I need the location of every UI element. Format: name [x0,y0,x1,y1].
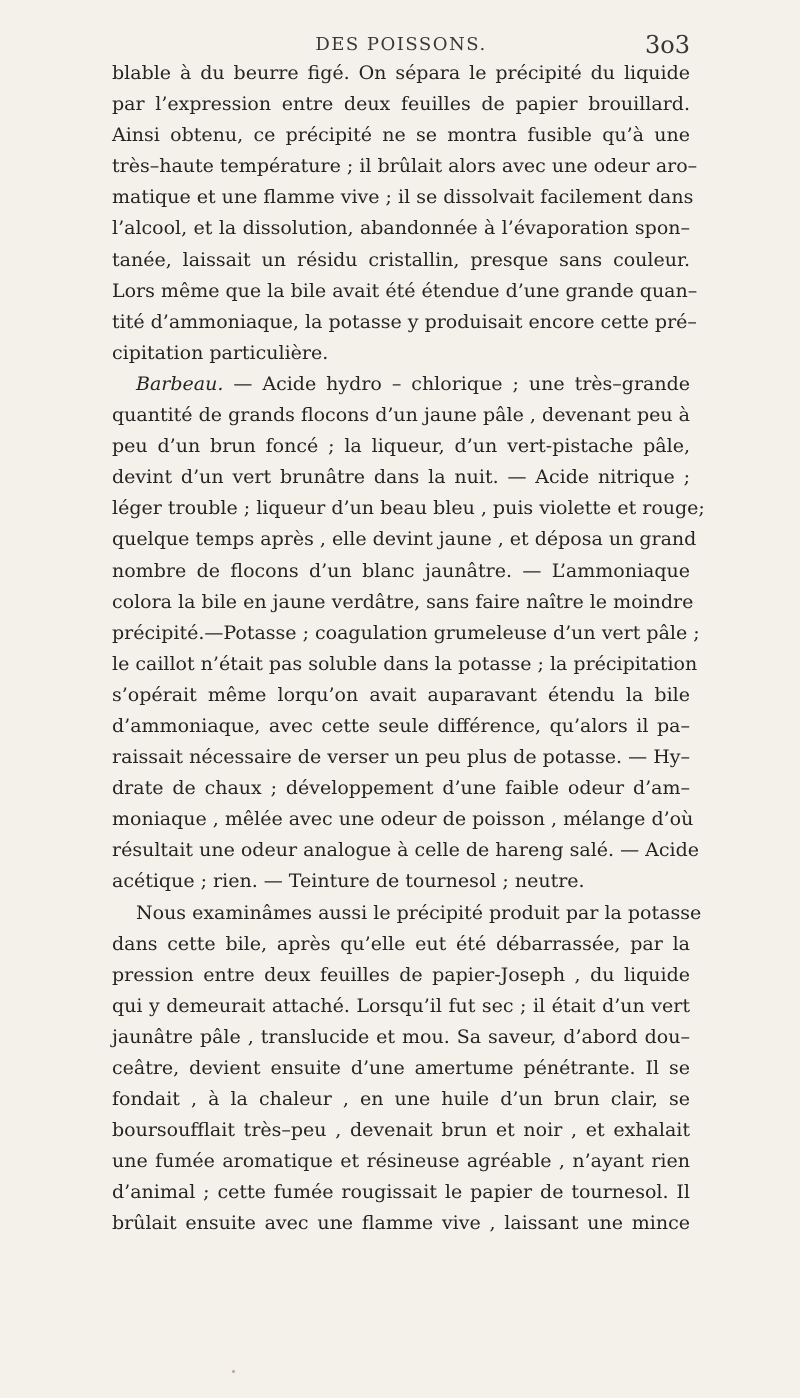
text-line: Ainsi obtenu, ce précipité ne se montra fusible qu’à une [112,124,690,147]
text-line: nombre de flocons d’un blanc jaunâtre. — L’ammoniaque [112,559,690,582]
text-line: s’opérait même lorqu’on avait auparavant étendu la bile [112,683,690,706]
text-line: cipitation particulière. [112,341,329,364]
text-line: léger trouble ; liqueur d’un beau bleu , puis violette et rouge; [112,497,705,520]
text-line: précipité.—Potasse ; coagulation grumeleuse d’un vert pâle ; [112,621,700,644]
text-line: dans cette bile, après qu’elle eut été débarrassée, par la [112,932,690,955]
text-line: tité d’ammoniaque, la potasse y produisait encore cette pré– [112,310,697,333]
text-line: peu d’un brun foncé ; la liqueur, d’un vert-pistache pâle, [112,435,690,458]
running-title: DES POISSONS. [315,34,487,55]
text-line: tanée, laissait un résidu cristallin, presque sans couleur. [112,248,690,271]
text-line: colora la bile en jaune verdâtre, sans faire naître le moindre [112,590,694,613]
text-line-barbeau [112,369,690,400]
text-line: ceâtre, devient ensuite d’une amertume pénétrante. Il se [112,1057,690,1079]
text-line: fondait , à la chaleur , en une huile d’un brun clair, se [112,1088,690,1111]
text-line: jaunâtre pâle , translucide et mou. Sa saveur, d’abord dou– [112,1025,690,1048]
text-line: brûlait ensuite avec une flamme vive , laissant une mince [112,1212,690,1235]
text-line: acétique ; rien. — Teinture de tournesol ; neutre. [112,870,585,893]
text-line: blable à du beurre figé. On sépara le précipité du liquide [112,62,690,84]
text-line: une fumée aromatique et résineuse agréable , n’ayant rien [112,1150,690,1173]
text-line: d’ammoniaque, avec cette seule différence, qu’alors il pa– [112,714,690,737]
text-line: d’animal ; cette fumée rougissait le papier de tournesol. Il [112,1181,690,1204]
text-line: Nous examinâmes aussi le précipité produit par la potasse [136,901,702,924]
text-line: pression entre deux feuilles de papier-Joseph , du liquide [112,963,690,986]
text-line: raissait nécessaire de verser un peu plus de potasse. — Hy– [112,746,690,769]
text-line: boursoufflait très–peu , devenait brun et noir , et exhalait [112,1119,690,1142]
body-text [112,58,705,1240]
barbeau-heading: Barbeau. [136,372,224,395]
text-line: Lors même que la bile avait été étendue d’une grande quan– [112,279,698,302]
text-line: très–haute température ; il brûlait alors avec une odeur aro– [112,155,698,178]
text-line: drate de chaux ; développement d’une faible odeur d’am– [112,777,690,800]
text-line: quantité de grands flocons d’un jaune pâle , devenant peu à [112,404,690,427]
text-line: qui y demeurait attaché. Lorsqu’il fut sec ; il était d’un vert [112,994,690,1017]
text-line: devint d’un vert brunâtre dans la nuit. — Acide nitrique ; [112,466,690,489]
text-line: résultait une odeur analogue à celle de hareng salé. — Acide [112,839,699,862]
text-line: le caillot n’était pas soluble dans la potasse ; la précipitation [112,652,698,675]
text-line: quelque temps après , elle devint jaune , et déposa un grand [112,528,697,551]
text-line: l’alcool, et la dissolution, abandonnée à l’évaporation spon– [112,217,690,240]
text-line: par l’expression entre deux feuilles de papier brouillard. [112,93,690,116]
paper-speck [232,1370,235,1373]
text-line: moniaque , mêlée avec une odeur de poisson , mélange d’où [112,808,694,831]
page-number: 3o3 [645,31,690,59]
text-line: matique et une flamme vive ; il se dissolvait facilement dans [112,186,694,209]
running-head [112,28,690,62]
barbeau-line-rest: — Acide hydro – chlorique ; une très–grande [223,372,690,395]
